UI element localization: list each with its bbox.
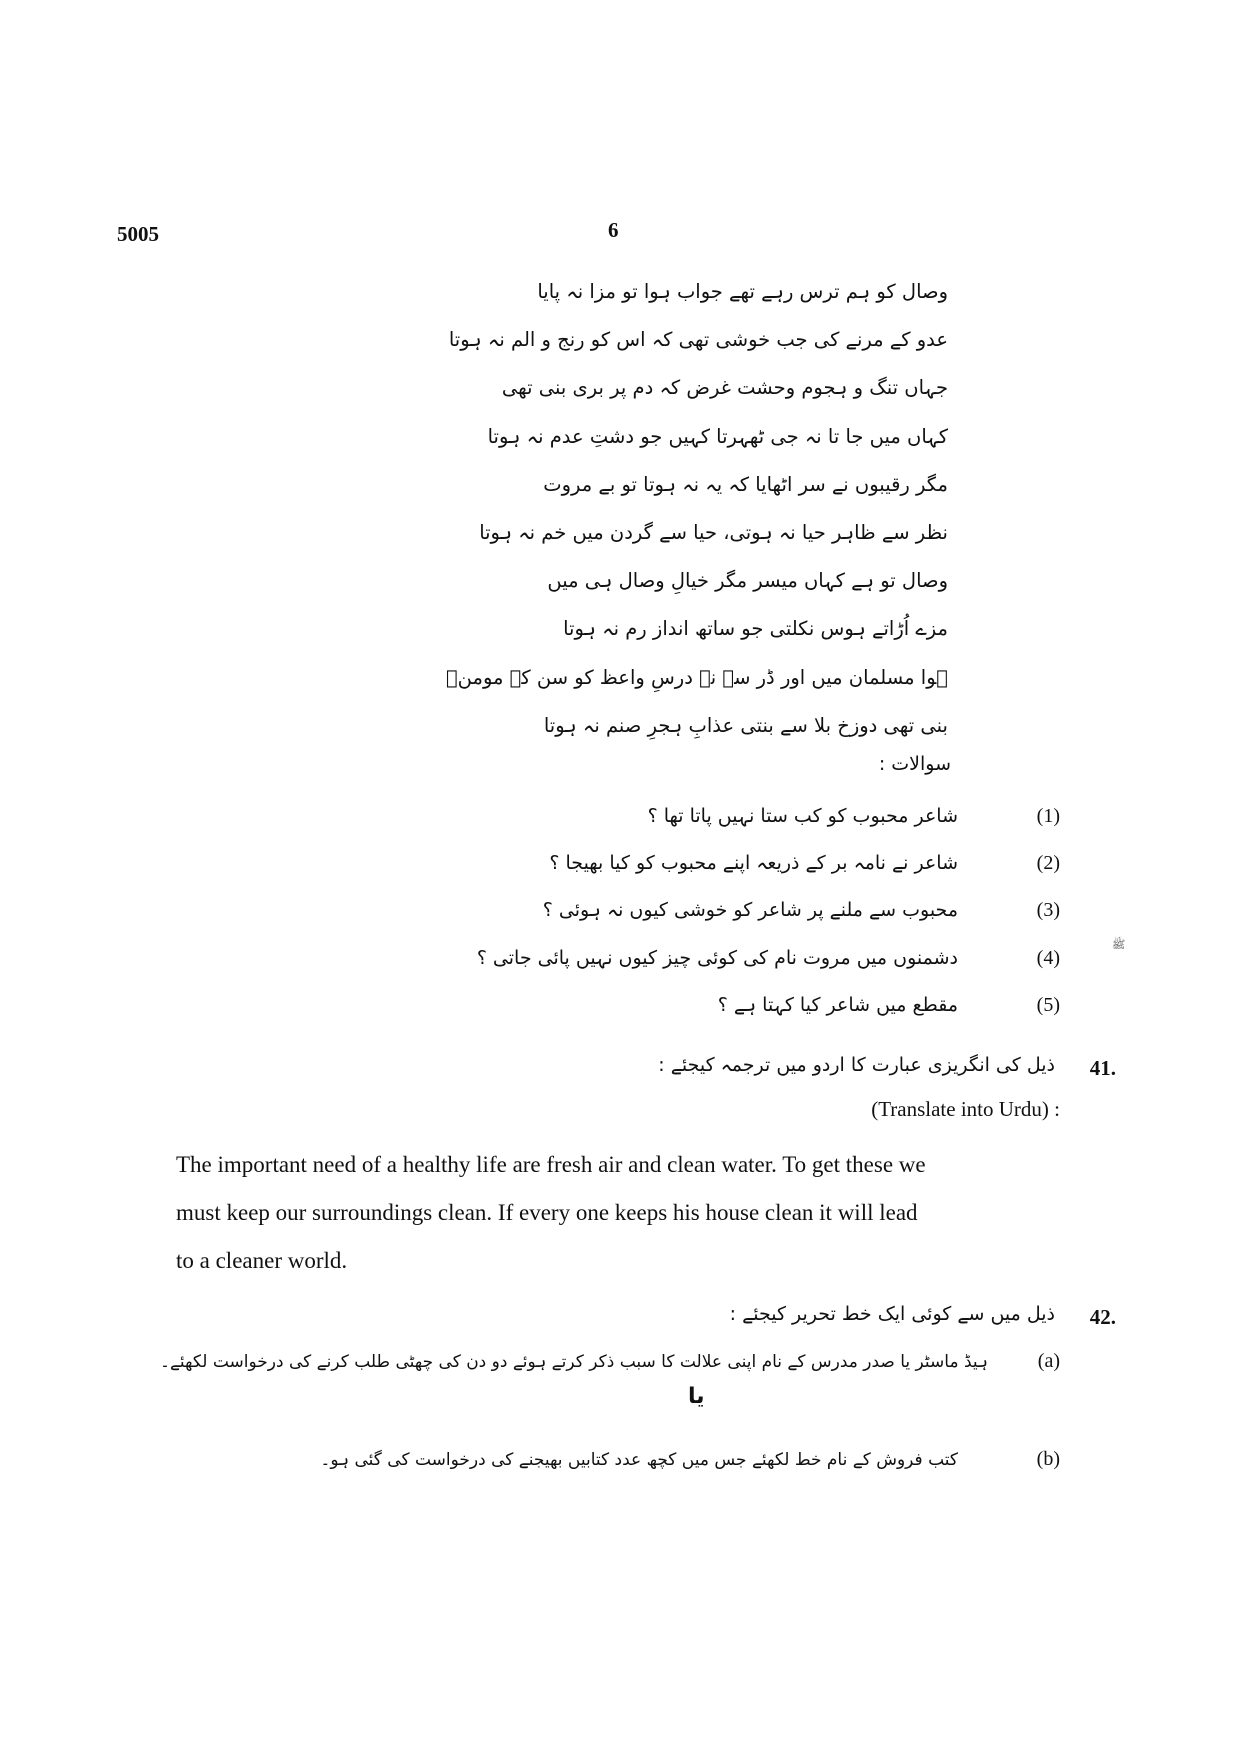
page-number: 6 — [608, 218, 619, 242]
poem-line: مگر رقیبوں نے سر اٹھایا کہ یہ نہ ہوتا تو بے مروت — [543, 472, 948, 496]
question-number: (4) — [1036, 946, 1060, 969]
passage-line: must keep our surroundings clean. If every one keeps his house clean it will lead — [176, 1200, 918, 1225]
question-number: (5) — [1036, 993, 1060, 1016]
poem-line: ہوا مسلمان میں اور ڈر سے نہ درسِ واعظ کو سن کے مومنؔ — [445, 665, 948, 689]
question-number: (1) — [1036, 804, 1060, 827]
passage-line: to a cleaner world. — [176, 1248, 348, 1273]
letter-option-b — [160, 1444, 1060, 1474]
question-item — [340, 990, 1060, 1020]
poem-line: وصال تو ہے کہاں میسر مگر خیالِ وصال ہی میں — [547, 569, 948, 593]
question-41-instruction: ذیل کی انگریزی عبارت کا اردو میں ترجمہ کیجئے : — [658, 1054, 1055, 1076]
margin-mark: ﷺ — [1112, 938, 1126, 951]
poem-line: نظر سے ظاہر حیا نہ ہوتی، حیا سے گردن میں خم نہ ہوتا — [479, 520, 948, 544]
questions-label: سوالات : — [878, 753, 951, 775]
question-text: دشمنوں میں مروت نام کی کوئی چیز کیوں نہیں پائی جاتی ؟ — [476, 947, 958, 969]
paper-code: 5005 — [117, 222, 159, 246]
question-item — [340, 801, 1060, 831]
question-text: محبوب سے ملنے پر شاعر کو خوشی کیوں نہ ہوئی ؟ — [542, 899, 958, 921]
or-separator: یا — [688, 1384, 705, 1409]
translate-hint: (Translate into Urdu) : — [871, 1097, 1060, 1121]
option-label: (a) — [1037, 1349, 1060, 1372]
poem-line: مزے اُڑاتے ہوس نکلتی جو ساتھ انداز رم نہ ہوتا — [563, 617, 948, 641]
poem-line: وصال کو ہم ترس رہے تھے جواب ہوا تو مزا نہ پایا — [537, 280, 948, 303]
question-text: شاعر نے نامہ بر کے ذریعہ اپنے محبوب کو کیا بھیجا ؟ — [549, 852, 958, 874]
option-text: ہیڈ ماسٹر یا صدر مدرس کے نام اپنی علالت کا سبب ذکر کرتے ہوئے دو دن کی چھٹی طلب کرنے کی درخواست لکھئے۔ — [160, 1351, 989, 1372]
poem-line: جہاں تنگ و ہجوم وحشت غرض کہ دم پر بری بنی تھی — [501, 376, 948, 400]
question-42-number: 42. — [1089, 1305, 1116, 1329]
poem — [408, 268, 948, 750]
letter-option-a — [160, 1346, 1060, 1376]
question-item — [340, 943, 1060, 973]
option-text: کتب فروش کے نام خط لکھئے جس میں کچھ عدد کتابیں بھیجنے کی درخواست کی گئی ہو۔ — [320, 1449, 958, 1470]
option-label: (b) — [1036, 1447, 1060, 1470]
poem-line: کہاں میں جا تا نہ جی ٹھہرتا کہیں جو دشتِ عدم نہ ہوتا — [487, 424, 948, 448]
poem-line: عدو کے مرنے کی جب خوشی تھی کہ اس کو رنج و الم نہ ہوتا — [448, 328, 948, 352]
question-item — [340, 848, 1060, 878]
poem-line: بنی تھی دوزخ بلا سے بنتی عذابِ ہجرِ صنم نہ ہوتا — [543, 713, 948, 737]
question-42-instruction: ذیل میں سے کوئی ایک خط تحریر کیجئے : — [729, 1303, 1055, 1325]
question-number: (3) — [1036, 898, 1060, 921]
passage-line: The important need of a healthy life are fresh air and clean water. To get these we — [176, 1152, 926, 1177]
question-41-number: 41. — [1089, 1056, 1116, 1080]
question-number: (2) — [1036, 851, 1060, 874]
question-text: مقطع میں شاعر کیا کہتا ہے ؟ — [717, 994, 958, 1016]
english-passage — [176, 1141, 1076, 1285]
question-text: شاعر محبوب کو کب ستا نہیں پاتا تھا ؟ — [647, 805, 958, 827]
question-item — [340, 895, 1060, 925]
